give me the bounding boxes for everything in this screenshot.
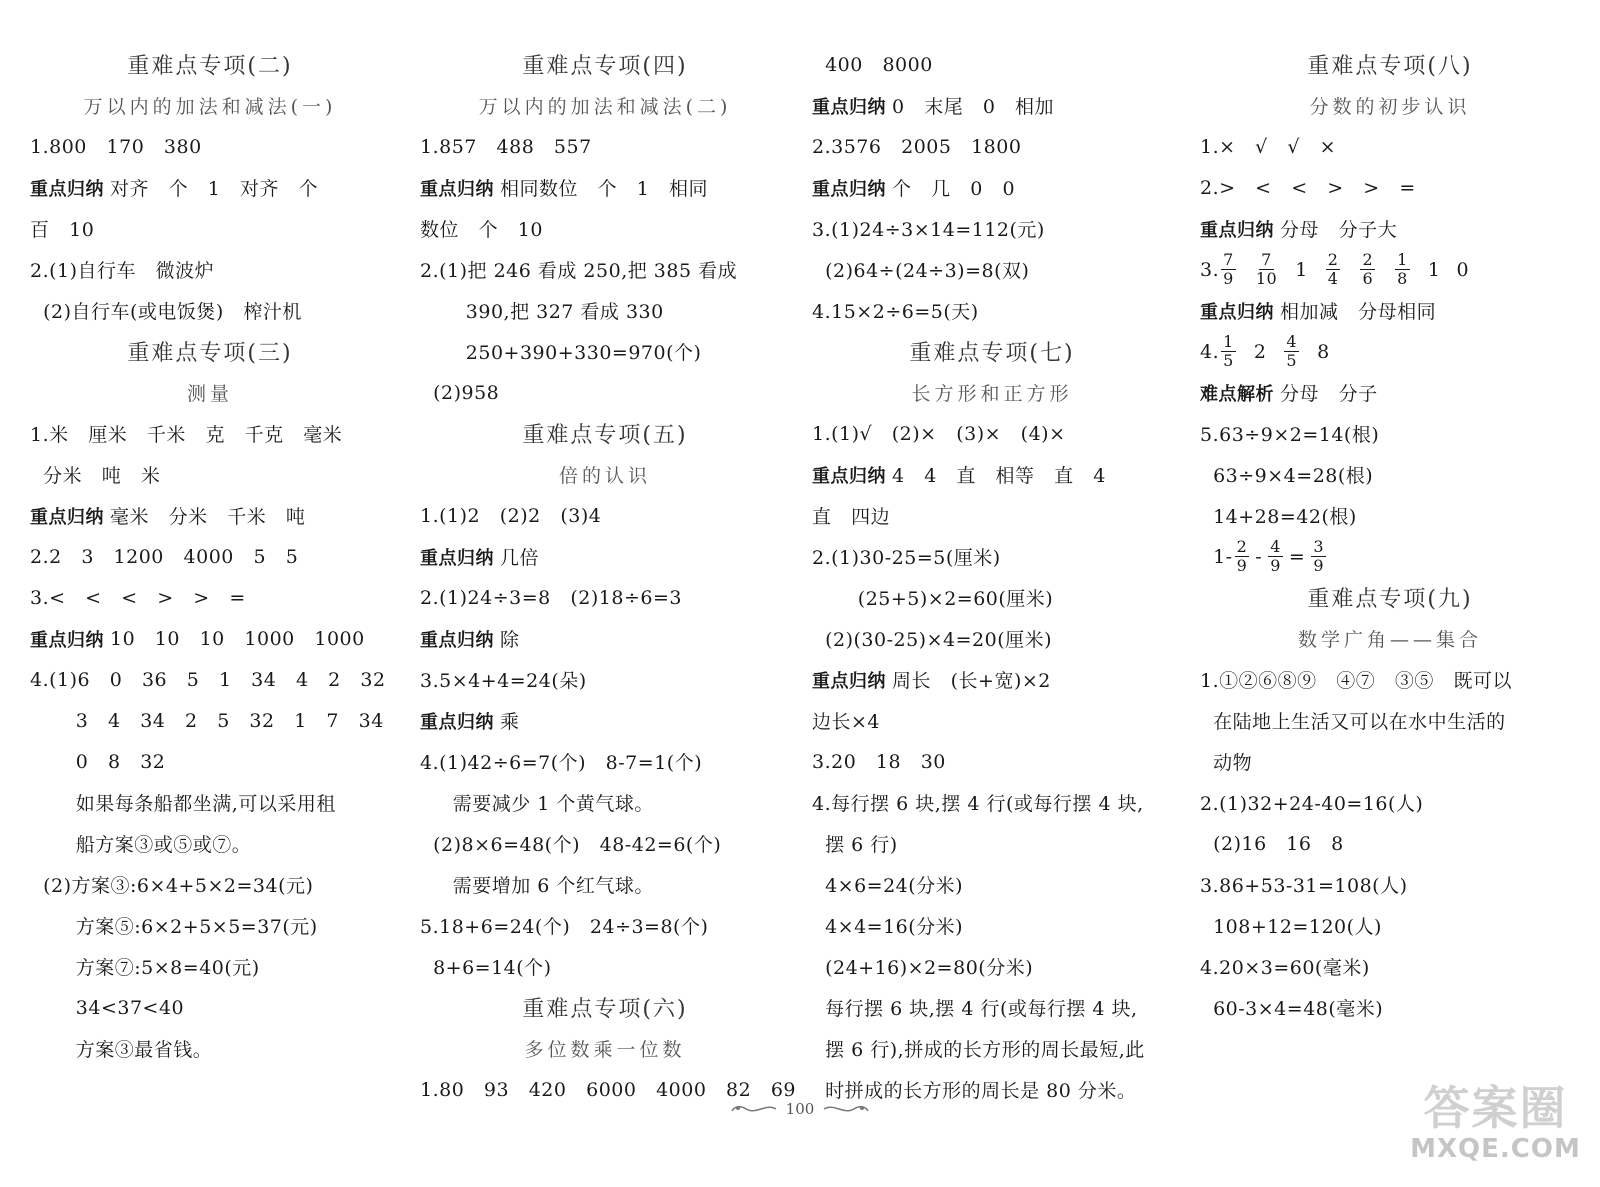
answer-line: 每行摆 6 块,摆 4 行(或每行摆 4 块, — [812, 998, 1138, 1020]
watermark-logo — [1403, 1082, 1588, 1177]
fraction-denominator: 6 — [1362, 269, 1374, 288]
fraction-numerator: 7 — [1261, 250, 1272, 269]
fraction-numerator: 1 — [1223, 332, 1234, 351]
fraction-denominator: 9 — [1270, 556, 1281, 575]
summary-text: 4 4 直 相等 直 4 — [892, 465, 1106, 487]
fraction — [1221, 334, 1236, 369]
answer-line: 1.(1)2 (2)2 (3)4 — [420, 504, 602, 527]
summary-text: 毫米 分米 千米 吨 — [110, 506, 306, 528]
fraction-denominator: 5 — [1223, 351, 1234, 370]
right-ornament-icon — [822, 1102, 870, 1116]
answer-line: 如果每条船都坐满,可以采用租 — [30, 793, 336, 815]
answer-line: (2)958 — [420, 381, 500, 404]
answer-number: 3. — [1200, 258, 1220, 281]
answer-value: - — [1255, 545, 1263, 568]
answer-line: 1.× √ √ × — [1200, 135, 1337, 158]
answer-line: 边长×4 — [812, 711, 881, 733]
section-subtitle: 万以内的加法和减法(一) — [83, 96, 337, 118]
section-subtitle: 数学广角——集合 — [1297, 629, 1482, 651]
answer-line: 2.2 3 1200 4000 5 5 — [30, 545, 299, 568]
fraction-numerator: 7 — [1223, 250, 1234, 269]
fraction-group — [1219, 252, 1469, 287]
answer-value: 1 — [1427, 258, 1441, 281]
summary-line — [1200, 208, 1580, 249]
summary-line — [30, 495, 390, 536]
answer-line: 4×4=16(分米) — [812, 916, 964, 938]
page-number: 100 — [785, 1100, 815, 1118]
answer-line: 2.(1)24÷3=8 (2)18÷6=3 — [420, 586, 682, 609]
answer-line: 方案⑦:5×8=40(元) — [30, 957, 260, 979]
fraction-denominator: 5 — [1286, 351, 1298, 370]
section-subtitle: 测量 — [186, 383, 233, 405]
answer-line: (2)16 16 8 — [1200, 832, 1344, 855]
summary-label: 重点归纳 — [420, 629, 494, 651]
summary-label: 重点归纳 — [420, 711, 494, 733]
answer-line: 时拼成的长方形的周长是 80 分米。 — [812, 1080, 1137, 1102]
section-heading: 重难点专项(八) — [1307, 54, 1473, 79]
fraction-numerator: 2 — [1236, 537, 1248, 556]
answer-line: 2.(1)自行车 微波炉 — [30, 260, 215, 282]
answer-line: 数位 个 10 — [420, 219, 543, 241]
fraction-numerator: 2 — [1327, 250, 1339, 269]
answer-column-2 — [420, 44, 797, 1110]
answer-line: 需要减少 1 个黄气球。 — [420, 793, 654, 815]
answer-line: 1.80 93 420 6000 4000 82 69 — [420, 1078, 797, 1101]
answer-line: 1.857 488 557 — [420, 135, 592, 158]
watermark-title: 答案圈 — [1423, 1081, 1568, 1135]
answer-line: 4.20×3=60(毫米) — [1200, 957, 1370, 979]
answer-line: 4.(1)6 0 36 5 1 34 4 2 32 — [30, 668, 386, 691]
summary-line — [30, 618, 390, 659]
answer-line: 1.(1)√ (2)× (3)× (4)× — [812, 422, 1066, 445]
section-heading: 重难点专项(三) — [127, 341, 293, 366]
answer-line: 1.800 170 380 — [30, 135, 202, 158]
answer-line: 2.(1)30-25=5(厘米) — [812, 547, 1001, 569]
answer-line: (25+5)×2=60(厘米) — [812, 588, 1054, 610]
summary-label: 重点归纳 — [420, 178, 494, 200]
fraction-numerator: 4 — [1286, 332, 1298, 351]
summary-label: 重点归纳 — [812, 465, 886, 487]
answer-line: (24+16)×2=80(分米) — [812, 957, 1034, 979]
summary-label: 重点归纳 — [812, 178, 886, 200]
answer-line: 3.< < < > > = — [30, 586, 246, 609]
answer-number: 1- — [1200, 545, 1233, 568]
answer-line: 63÷9×4=28(根) — [1200, 465, 1374, 487]
answer-line: 34<37<40 — [30, 996, 185, 1019]
summary-label: 重点归纳 — [812, 670, 886, 692]
answer-line: 2.> < < > > = — [1200, 176, 1416, 199]
answer-value: 2 — [1253, 340, 1267, 363]
fraction — [1284, 334, 1299, 369]
answer-line: (2)方案③:6×4+5×2=34(元) — [30, 875, 314, 897]
summary-line — [812, 167, 1172, 208]
fraction-numerator: 2 — [1362, 250, 1374, 269]
answer-line: 3.86+53-31=108(人) — [1200, 875, 1408, 897]
fraction — [1221, 252, 1236, 287]
fraction-group — [1219, 334, 1330, 369]
summary-line — [30, 167, 390, 208]
section-heading: 重难点专项(七) — [909, 341, 1075, 366]
summary-line — [1200, 290, 1580, 331]
answer-line: 5.18+6=24(个) 24÷3=8(个) — [420, 916, 709, 938]
answer-line: 直 四边 — [812, 506, 891, 528]
answer-line: 2.(1)32+24-40=16(人) — [1200, 793, 1424, 815]
section-subtitle: 长方形和正方形 — [911, 383, 1073, 405]
summary-line — [812, 659, 1172, 700]
section-heading: 重难点专项(九) — [1307, 587, 1473, 612]
summary-text: 周长 (长+宽)×2 — [892, 670, 1051, 692]
answer-line: 2.(1)把 246 看成 250,把 385 看成 — [420, 260, 738, 282]
summary-text: 分母 分子 — [1280, 383, 1378, 405]
answer-line: 8+6=14(个) — [420, 957, 552, 979]
summary-line — [420, 700, 790, 741]
fraction-denominator: 9 — [1223, 269, 1234, 288]
fraction — [1326, 252, 1341, 287]
section-heading: 重难点专项(五) — [522, 423, 688, 448]
summary-label: 重点归纳 — [30, 506, 104, 528]
answer-column-1 — [30, 44, 390, 1069]
fraction-denominator: 10 — [1255, 269, 1278, 288]
answer-line: 2.3576 2005 1800 — [812, 135, 1022, 158]
summary-label: 重点归纳 — [812, 96, 886, 118]
fraction-answer-line — [1200, 536, 1580, 577]
summary-label: 重点归纳 — [30, 629, 104, 651]
fraction-group — [1233, 539, 1328, 574]
section-heading: 重难点专项(六) — [522, 997, 688, 1022]
section-heading: 重难点专项(二) — [127, 54, 293, 79]
summary-text: 分母 分子大 — [1280, 219, 1398, 241]
answer-line: 摆 6 行),拼成的长方形的周长最短,此 — [812, 1039, 1145, 1061]
section-heading: 重难点专项(四) — [522, 54, 688, 79]
summary-text: 相同数位 个 1 相同 — [500, 178, 708, 200]
answer-line: 方案③最省钱。 — [30, 1039, 213, 1061]
fraction-numerator: 1 — [1397, 250, 1408, 269]
answer-value: 8 — [1317, 340, 1330, 363]
summary-label: 重点归纳 — [1200, 301, 1274, 323]
watermark-url: MXQE.COM — [1410, 1134, 1581, 1164]
section-subtitle: 多位数乘一位数 — [524, 1039, 686, 1061]
summary-text: 个 几 0 0 — [892, 178, 1016, 200]
summary-label: 重点归纳 — [420, 547, 494, 569]
summary-text: 0 末尾 0 相加 — [892, 96, 1055, 118]
fraction-answer-line — [1200, 249, 1580, 290]
fraction — [1311, 539, 1326, 574]
summary-line — [812, 454, 1172, 495]
answer-line: 在陆地上生活又可以在水中生活的 — [1200, 711, 1506, 733]
answer-line: 0 8 32 — [30, 750, 166, 773]
fraction-numerator: 3 — [1313, 537, 1324, 556]
fraction-denominator: 4 — [1327, 269, 1339, 288]
fraction-answer-line — [1200, 331, 1580, 372]
answer-line: 60-3×4=48(毫米) — [1200, 998, 1384, 1020]
answer-line: 4.每行摆 6 块,摆 4 行(或每行摆 4 块, — [812, 793, 1144, 815]
summary-text: 相加减 分母相同 — [1280, 301, 1437, 323]
answer-line: 250+390+330=970(个) — [420, 342, 702, 364]
answer-line: 108+12=120(人) — [1200, 916, 1382, 938]
fraction-denominator: 9 — [1313, 556, 1324, 575]
answer-value: = — [1288, 545, 1306, 568]
fraction-denominator: 9 — [1236, 556, 1248, 575]
answer-line: (2)8×6=48(个) 48-42=6(个) — [420, 834, 722, 856]
fraction — [1268, 539, 1283, 574]
answer-line: 390,把 327 看成 330 — [420, 301, 664, 323]
answer-column-3 — [812, 44, 1172, 1110]
answer-line: 需要增加 6 个红气球。 — [420, 875, 654, 897]
summary-text: 对齐 个 1 对齐 个 — [110, 178, 319, 200]
answer-line: 动物 — [1200, 752, 1253, 774]
answer-line: 3.(1)24÷3×14=112(元) — [812, 219, 1045, 241]
answer-line: 3.20 18 30 — [812, 750, 946, 773]
summary-line — [1200, 372, 1580, 413]
answer-line: (2)64÷(24÷3)=8(双) — [812, 260, 1030, 282]
answer-line: 14+28=42(根) — [1200, 506, 1357, 528]
summary-text: 10 10 10 1000 1000 — [110, 627, 365, 650]
summary-label: 重点归纳 — [1200, 219, 1274, 241]
summary-text: 几倍 — [500, 547, 540, 569]
page-footer — [0, 1100, 1600, 1118]
fraction — [1235, 539, 1250, 574]
summary-text: 乘 — [500, 711, 520, 733]
summary-line — [812, 85, 1172, 126]
summary-line — [420, 536, 790, 577]
answer-line: 4.15×2÷6=5(天) — [812, 301, 979, 323]
answer-line: 5.63÷9×2=14(根) — [1200, 424, 1380, 446]
answer-line: 船方案③或⑤或⑦。 — [30, 834, 252, 856]
section-subtitle: 万以内的加法和减法(二) — [478, 96, 732, 118]
summary-label: 难点解析 — [1200, 383, 1274, 405]
fraction — [1256, 252, 1277, 287]
answer-line: (2)(30-25)×4=20(厘米) — [812, 629, 1053, 651]
summary-label: 重点归纳 — [30, 178, 104, 200]
answer-line: 4×6=24(分米) — [812, 875, 964, 897]
answer-line: 4.(1)42÷6=7(个) 8-7=1(个) — [420, 752, 703, 774]
fraction-numerator: 4 — [1270, 537, 1281, 556]
answer-column-4 — [1200, 44, 1580, 1028]
answer-line: 1.米 厘米 千米 克 千克 毫米 — [30, 424, 343, 446]
fraction — [1395, 252, 1410, 287]
summary-text: 除 — [500, 629, 520, 651]
fraction — [1360, 252, 1375, 287]
section-subtitle: 分数的初步认识 — [1309, 96, 1471, 118]
answer-line: 分米 吨 米 — [30, 465, 161, 487]
answer-line: 1.①②⑥⑧⑨ ④⑦ ③⑤ 既可以 — [1200, 670, 1512, 692]
answer-number: 4. — [1200, 340, 1220, 363]
summary-line — [420, 618, 790, 659]
answer-line: 百 10 — [30, 219, 95, 241]
answer-line: 方案⑤:6×2+5×5=37(元) — [30, 916, 318, 938]
answer-line: (2)自行车(或电饭煲) 榨汁机 — [30, 301, 302, 323]
fraction-denominator: 8 — [1397, 269, 1408, 288]
answer-line: 3.5×4+4=24(朵) — [420, 670, 587, 692]
left-ornament-icon — [730, 1102, 778, 1116]
section-subtitle: 倍的认识 — [558, 465, 651, 487]
answer-line: 摆 6 行) — [812, 834, 898, 856]
answer-line: 400 8000 — [812, 53, 933, 76]
answer-value: 0 — [1456, 258, 1470, 281]
answer-line: 3 4 34 2 5 32 1 7 34 — [30, 709, 384, 732]
answer-value: 1 — [1295, 258, 1308, 281]
summary-line — [420, 167, 790, 208]
